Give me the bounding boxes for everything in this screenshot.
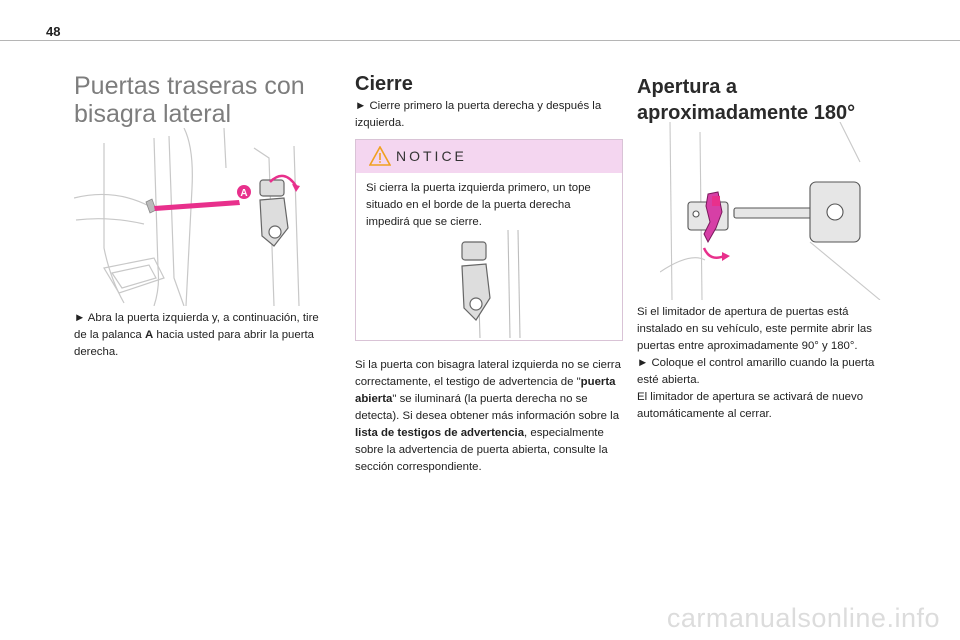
door-handle-illustration	[74, 128, 330, 306]
notice-title: NOTICE	[396, 148, 467, 164]
column-side-hinged-doors	[74, 72, 332, 128]
watermark: carmanualsonline.info	[666, 603, 940, 633]
open-doors-instruction: ► Abra la puerta izquierda y, a continuación, tire de la palanca A hacia usted para abrir la puerta derecha.	[74, 312, 319, 358]
closing-instruction: ► Cierre primero la puerta derecha y después la izquierda.	[355, 100, 602, 129]
header-rule	[0, 40, 960, 41]
page-number: 48	[46, 24, 61, 39]
section-title: Apertura a aproximadamente 180°	[637, 76, 856, 124]
column-closing	[355, 72, 623, 96]
section-title: Puertas traseras con bisagra lateral	[74, 72, 305, 128]
door-stop-illustration	[448, 230, 538, 338]
warning-light-info: Si la puerta con bisagra lateral izquierda no se cierra correctamente, el testigo de advertencia de "puerta abierta" se iluminará (la puerta derecha no se detecta). Si desea obtener más información sobre la lista de testigos de advertencia, especialmente sobre la advertencia de puerta abierta, consulte la sección correspondiente.	[355, 359, 621, 473]
section-title: Cierre	[355, 73, 413, 95]
warning-triangle-icon	[369, 146, 391, 166]
figure-label-a: A	[240, 188, 248, 199]
notice-header	[356, 140, 622, 173]
door-limiter-illustration	[660, 122, 892, 300]
notice-body: Si cierra la puerta izquierda primero, un tope situado en el borde de la puerta derecha impedirá que se cierre.	[366, 182, 591, 228]
limiter-info: Si el limitador de apertura de puertas está instalado en su vehículo, este permite abrir las puertas entre aproximadamente 90° y 180°. ► Coloque el control amarillo cuando la puerta esté abierta. El limitador de apertura se activará de nuevo automáticamente al cerrar.	[637, 306, 875, 420]
column-180-opening	[637, 74, 893, 126]
notice-box	[355, 139, 623, 341]
